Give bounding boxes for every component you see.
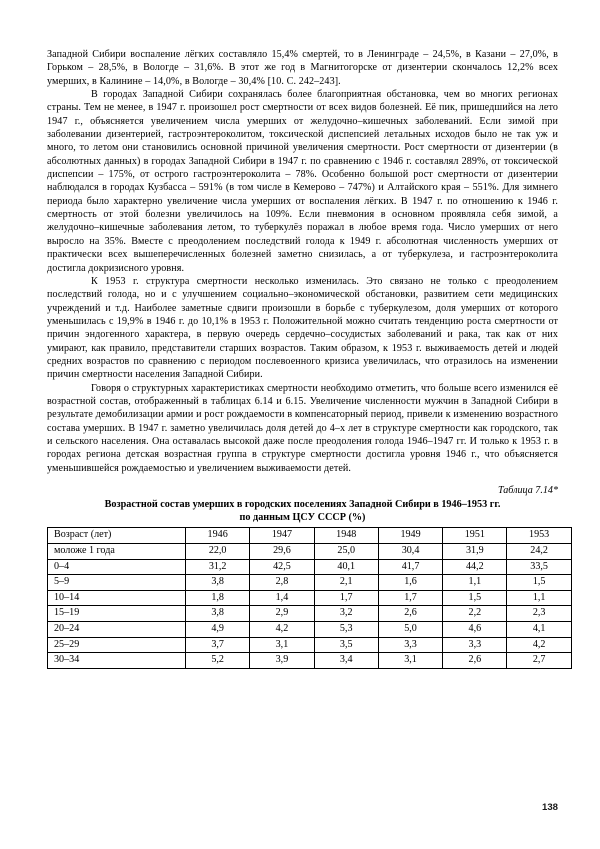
row-label: 15–19 [48, 606, 186, 622]
cell-value: 5,3 [314, 621, 378, 637]
row-label: моложе 1 года [48, 544, 186, 560]
column-header-1948: 1948 [314, 528, 378, 544]
cell-value: 40,1 [314, 559, 378, 575]
table-row [48, 621, 572, 637]
cell-value: 3,8 [186, 575, 250, 591]
cell-value: 2,8 [250, 575, 314, 591]
table-caption [47, 498, 558, 524]
cell-value: 3,1 [250, 637, 314, 653]
cell-value: 3,2 [314, 606, 378, 622]
cell-value: 1,5 [507, 575, 571, 591]
cell-value: 24,2 [507, 544, 571, 560]
table-caption-line-2: по данным ЦСУ СССР (%) [239, 512, 366, 524]
cell-value: 31,9 [443, 544, 507, 560]
cell-value: 4,1 [507, 621, 571, 637]
table-row [48, 544, 572, 560]
cell-value: 2,2 [443, 606, 507, 622]
cell-value: 3,3 [378, 637, 442, 653]
table-row [48, 637, 572, 653]
cell-value: 3,4 [314, 653, 378, 669]
cell-value: 1,7 [378, 590, 442, 606]
row-label: 0–4 [48, 559, 186, 575]
cell-value: 22,0 [186, 544, 250, 560]
table-body [48, 544, 572, 669]
row-label: 30–34 [48, 653, 186, 669]
cell-value: 2,1 [314, 575, 378, 591]
cell-value: 30,4 [378, 544, 442, 560]
cell-value: 3,7 [186, 637, 250, 653]
paragraph-1: Западной Сибири воспаление лёгких составляло 15,4% смертей, то в Ленинграде – 24,5%, в Казани – 27,0%, в Горьком – 28,5%, в Вологде – 31,6%. В этот же год в Магнитогорске от дизентерии скончалось 12,2% всех умерших, в Калинине – 14,0%, в Вологде – 30,4% [10. С. 242–243]. [47, 49, 558, 87]
cell-value: 2,6 [378, 606, 442, 622]
cell-value: 2,6 [443, 653, 507, 669]
cell-value: 2,3 [507, 606, 571, 622]
column-header-1949: 1949 [378, 528, 442, 544]
cell-value: 31,2 [186, 559, 250, 575]
cell-value: 42,5 [250, 559, 314, 575]
page-number: 138 [541, 802, 558, 813]
table-number-label: Таблица 7.14* [497, 485, 558, 496]
cell-value: 41,7 [378, 559, 442, 575]
cell-value: 1,7 [314, 590, 378, 606]
cell-value: 3,3 [443, 637, 507, 653]
cell-value: 4,2 [507, 637, 571, 653]
cell-value: 5,2 [186, 653, 250, 669]
row-label: 25–29 [48, 637, 186, 653]
cell-value: 2,7 [507, 653, 571, 669]
cell-value: 3,8 [186, 606, 250, 622]
cell-value: 44,2 [443, 559, 507, 575]
row-label: 10–14 [48, 590, 186, 606]
column-header-1951: 1951 [443, 528, 507, 544]
cell-value: 25,0 [314, 544, 378, 560]
table-row [48, 575, 572, 591]
paragraph-2: В городах Западной Сибири сохранялась более благоприятная обстановка, чем во многих регионах страны. Тем не менее, в 1947 г. произошел рост смертности от всех видов болезней. Её пик, пришедшийся на лето 1947 г., объясняется увеличением числа умерших от желудочно–кишечных заболеваний. Если зимой при заболевании дизентерией, гастроэнтероколитом, токсической диспепсией летальных исходов было не так уж и много, то летом они становились основной причиной увеличения смертности. Рост смертности от дизентерии (в абсолютных данных) в городах Западной Сибири в 1947 г. по сравнению с 1946 г. составлял 289%, от токсической диспепсии – 175%, от острого гастроэнтероколита – 78%. Особенно большой рост смертности от дизентерии наблюдался в городах Кузбасса – 591% (в том числе в Кемерово – 747%) и Алтайского края – 551%. Для зимнего периода было характерно увеличение числа умерших от воспаления лёгких. В 1947 г. по отношению к 1946 г. смертность от этой болезни увеличилось на 109%. Если пневмония в основном проявляла себя зимой, а желудочно–кишечные заболевания летом, то туберкулёз поражал в любое время года. Число умерших от него выросло на 35%. Вместе с преодолением последствий голода к 1949 г. абсолютная численность умерших от практически всех вышеперечисленных болезней заметно снизилась, а от туберкулеза, и гастроэнтероколита достигла докризисного уровня. [47, 89, 558, 274]
row-label: 5–9 [48, 575, 186, 591]
paragraph-4: Говоря о структурных характеристиках смертности необходимо отметить, что больше всего изменился её возрастной состав, отображенный в таблицах 6.14 и 6.15. Увеличение численности мужчин в Западной Сибири в результате демобилизации армии и рост рождаемости в компенсаторный период, привели к изменению возрастного состава умерших. В 1947 г. заметно увеличилась доля детей до 4–х лет в структуре смертности как городского, так и сельского населения. Она оставалась высокой даже после преодоления голода 1946–1947 гг. И только к 1953 г. в городах региона детская возрастная группа в структуре смертности достигла уровня 1946 г., что объясняется уменьшившейся рождаемостью и увеличением выживаемости детей. [47, 382, 558, 474]
cell-value: 1,5 [443, 590, 507, 606]
cell-value: 5,0 [378, 621, 442, 637]
cell-value: 1,4 [250, 590, 314, 606]
cell-value: 4,2 [250, 621, 314, 637]
column-header-1947: 1947 [250, 528, 314, 544]
cell-value: 1,6 [378, 575, 442, 591]
cell-value: 4,6 [443, 621, 507, 637]
cell-value: 3,9 [250, 653, 314, 669]
table-row [48, 559, 572, 575]
table-header-row [48, 528, 572, 544]
column-header-1953: 1953 [507, 528, 571, 544]
table-row [48, 606, 572, 622]
age-structure-table [47, 527, 572, 668]
cell-value: 29,6 [250, 544, 314, 560]
cell-value: 3,5 [314, 637, 378, 653]
table-row [48, 590, 572, 606]
table-caption-line-1: Возрастной состав умерших в городских поселениях Западной Сибири в 1946–1953 гг. [104, 499, 501, 510]
cell-value: 1,1 [507, 590, 571, 606]
table-row [48, 653, 572, 669]
cell-value: 3,1 [378, 653, 442, 669]
cell-value: 4,9 [186, 621, 250, 637]
paragraph-3: К 1953 г. структура смертности несколько изменилась. Это связано не только с преодолением последствий голода, но и с улучшением социально–экономической обстановки, развитием сети медицинских учреждений и т.д. Наиболее заметные сдвиги произошли в борьбе с туберкулезом, доля умерших от которого уменьшилась с 19,9% в 1946 г. до 10,1% в 1953 г. Положительной можно считать тенденцию роста смертности от причин эндогенного характера, в первую очередь сердечно–сосудистых заболеваний и рака, так как от них умирают, как правило, представители старших возрастов. Таким образом, к 1953 г. выживаемость детей и людей средних возрастов по сравнению с периодом послевоенного кризиса увеличилась, что отразилось на изменении причин смертности населения Западной Сибири. [47, 275, 558, 381]
cell-value: 2,9 [250, 606, 314, 622]
cell-value: 1,1 [443, 575, 507, 591]
row-label: 20–24 [48, 621, 186, 637]
column-header-age: Возраст (лет) [48, 528, 186, 544]
column-header-1946: 1946 [186, 528, 250, 544]
cell-value: 33,5 [507, 559, 571, 575]
body-text-block [47, 48, 558, 475]
cell-value: 1,8 [186, 590, 250, 606]
